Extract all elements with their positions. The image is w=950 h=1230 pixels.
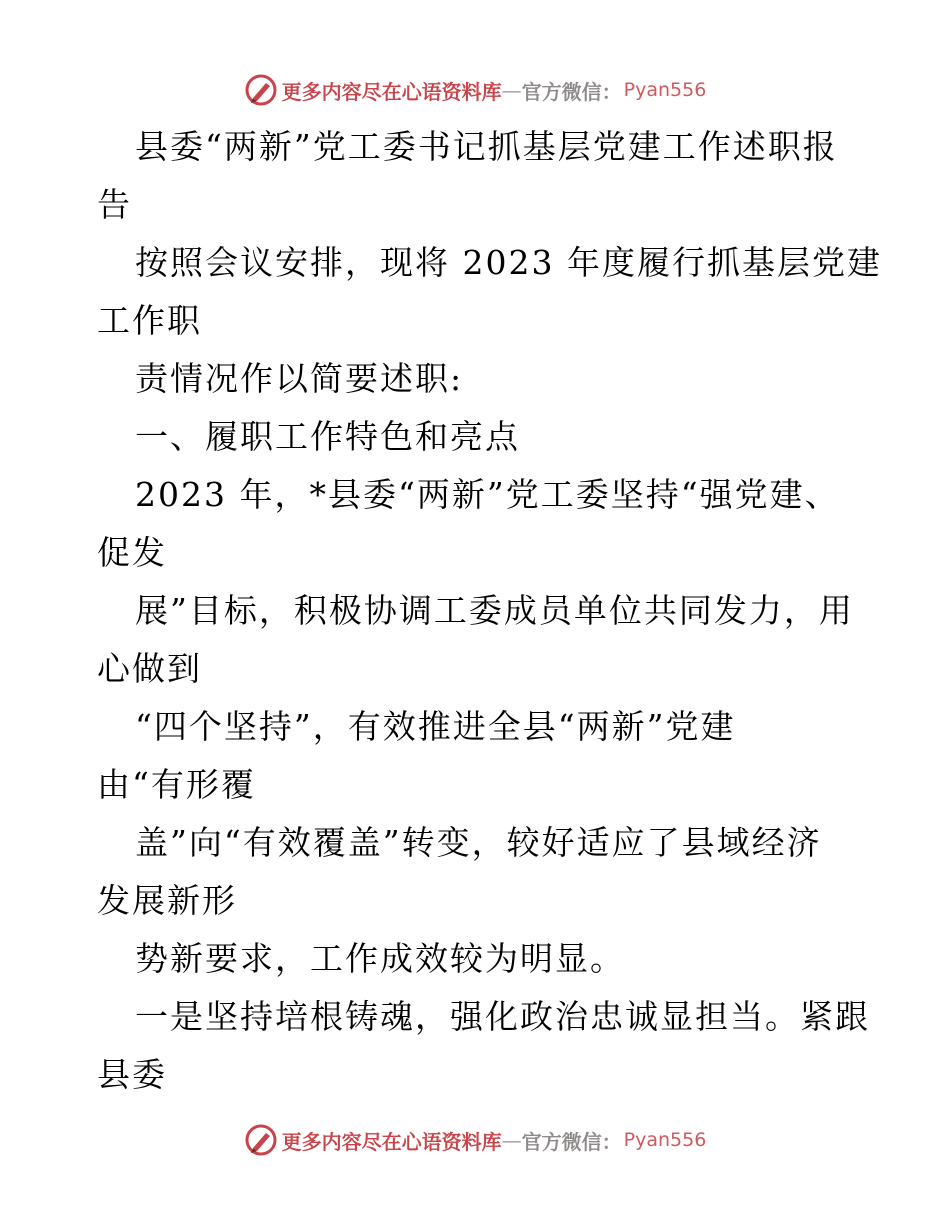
paragraph-line: 一是坚持培根铸魂，强化政治忠诚显担当。紧跟 — [135, 997, 870, 1036]
title-line-continued: 告 — [97, 185, 132, 224]
watermark-main-text: 更多内容尽在心语资料库 — [281, 1129, 502, 1154]
paragraph-line: 势新要求，工作成效较为明显。 — [135, 939, 625, 978]
watermark-main-text: 更多内容尽在心语资料库 — [281, 79, 502, 104]
paragraph-line: 展”目标，积极协调工委成员单位共同发力，用 — [135, 591, 854, 630]
paragraph-line: 心做到 — [97, 649, 202, 688]
title-line: 县委“两新”党工委书记抓基层党建工作述职报 — [135, 127, 838, 166]
pen-logo-icon — [244, 73, 278, 107]
paragraph-line: 县委 — [97, 1055, 167, 1094]
watermark-label: 官方微信： — [521, 79, 622, 104]
watermark-id: Pyan556 — [623, 1129, 707, 1151]
paragraph-line: 促发 — [97, 533, 167, 572]
watermark-id: Pyan556 — [623, 79, 707, 101]
watermark-dash: — — [501, 78, 522, 102]
paragraph-line: “四个坚持”，有效推进全县“两新”党建 — [135, 707, 736, 746]
paragraph-line: 盖”向“有效覆盖”转变，较好适应了县域经济 — [135, 823, 822, 862]
paragraph-line: 由“有形覆 — [97, 765, 256, 804]
pen-logo-icon — [244, 1123, 278, 1157]
section-heading: 一、履职工作特色和亮点 — [135, 417, 520, 456]
paragraph-line: 按照会议安排，现将 2023 年度履行抓基层党建 — [135, 243, 882, 282]
paragraph-line: 责情况作以简要述职: — [135, 359, 464, 398]
watermark-label: 官方微信： — [521, 1129, 622, 1154]
watermark-dash: — — [501, 1128, 522, 1152]
footer-watermark — [0, 1120, 950, 1160]
paragraph-line: 2023 年，*县委“两新”党工委坚持“强党建、 — [135, 475, 840, 514]
paragraph-line: 工作职 — [97, 301, 202, 340]
header-watermark — [0, 70, 950, 110]
paragraph-line: 发展新形 — [97, 881, 237, 920]
